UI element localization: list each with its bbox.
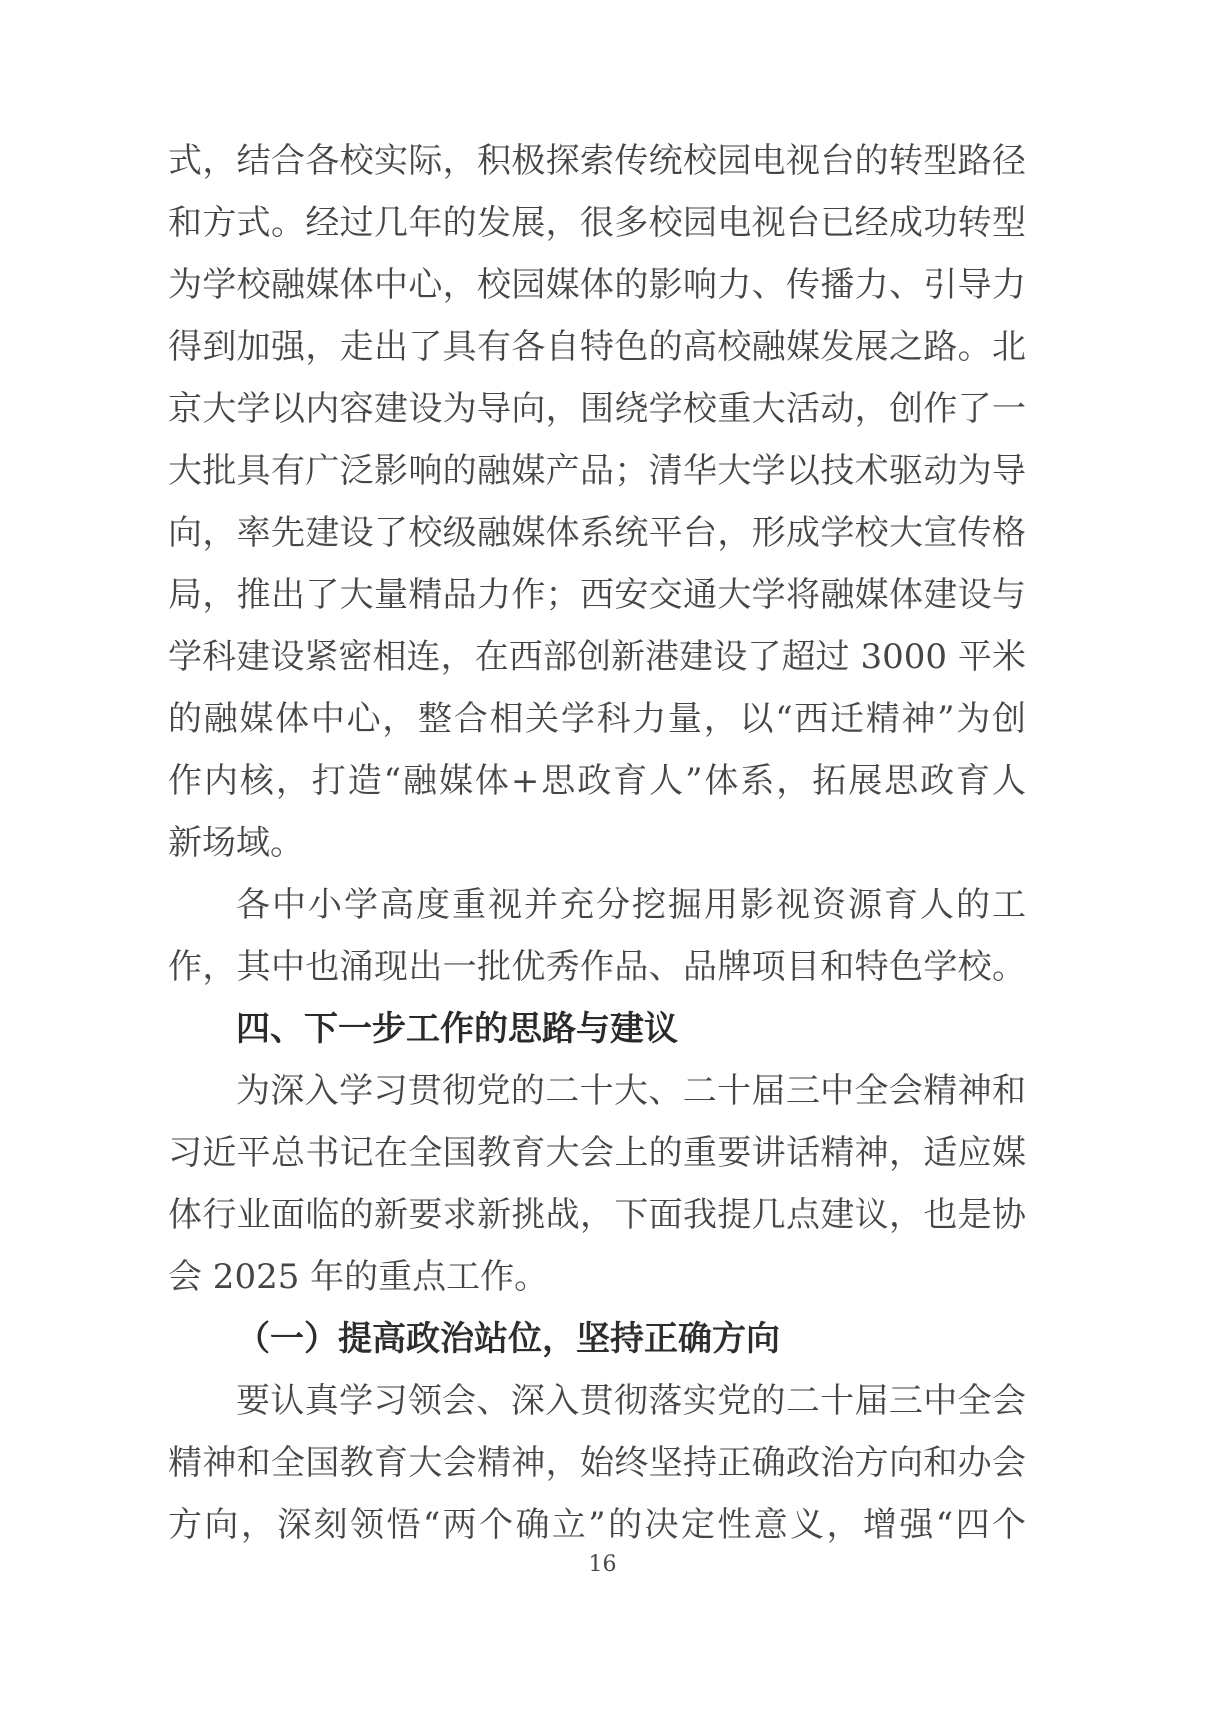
section-heading: 四、下一步工作的思路与建议 — [236, 1009, 678, 1049]
text-line: 向，率先建设了校级融媒体系统平台，形成学校大宣传格 — [168, 513, 1026, 553]
text-line: 京大学以内容建设为导向，围绕学校重大活动，创作了一 — [168, 389, 1026, 429]
text-line: 为深入学习贯彻党的二十大、二十届三中全会精神和 — [236, 1071, 1026, 1111]
subsection-heading: （一）提高政治站位，坚持正确方向 — [236, 1319, 780, 1359]
text-line: 的融媒体中心，整合相关学科力量，以“西迁精神”为创 — [168, 699, 1026, 739]
text-line: 各中小学高度重视并充分挖掘用影视资源育人的工 — [236, 885, 1026, 925]
text-line: 为学校融媒体中心，校园媒体的影响力、传播力、引导力 — [168, 265, 1026, 305]
text-line: 和方式。经过几年的发展，很多校园电视台已经成功转型 — [168, 203, 1026, 243]
text-line: 学科建设紧密相连，在西部创新港建设了超过 3000 平米 — [168, 637, 1026, 677]
text-line: 作内核，打造“融媒体+思政育人”体系，拓展思政育人 — [168, 761, 1026, 801]
text-line: 方向，深刻领悟“两个确立”的决定性意义，增强“四个 — [168, 1505, 1026, 1545]
text-line: 要认真学习领会、深入贯彻落实党的二十届三中全会 — [236, 1381, 1026, 1421]
text-line: 式，结合各校实际，积极探索传统校园电视台的转型路径 — [168, 141, 1026, 181]
text-line: 体行业面临的新要求新挑战，下面我提几点建议，也是协 — [168, 1195, 1026, 1235]
text-block — [168, 130, 1026, 1556]
text-line: 大批具有广泛影响的融媒产品；清华大学以技术驱动为导 — [168, 451, 1026, 491]
text-line: 精神和全国教育大会精神，始终坚持正确政治方向和办会 — [168, 1443, 1026, 1483]
text-line: 会 2025 年的重点工作。 — [168, 1257, 549, 1297]
text-line: 得到加强，走出了具有各自特色的高校融媒发展之路。北 — [168, 327, 1026, 367]
text-line: 习近平总书记在全国教育大会上的重要讲话精神，适应媒 — [168, 1133, 1026, 1173]
page-number: 16 — [588, 1552, 617, 1577]
text-line: 新场域。 — [168, 823, 304, 863]
text-line: 作，其中也涌现出一批优秀作品、品牌项目和特色学校。 — [168, 947, 1026, 987]
text-line: 局，推出了大量精品力作；西安交通大学将融媒体建设与 — [168, 575, 1026, 615]
